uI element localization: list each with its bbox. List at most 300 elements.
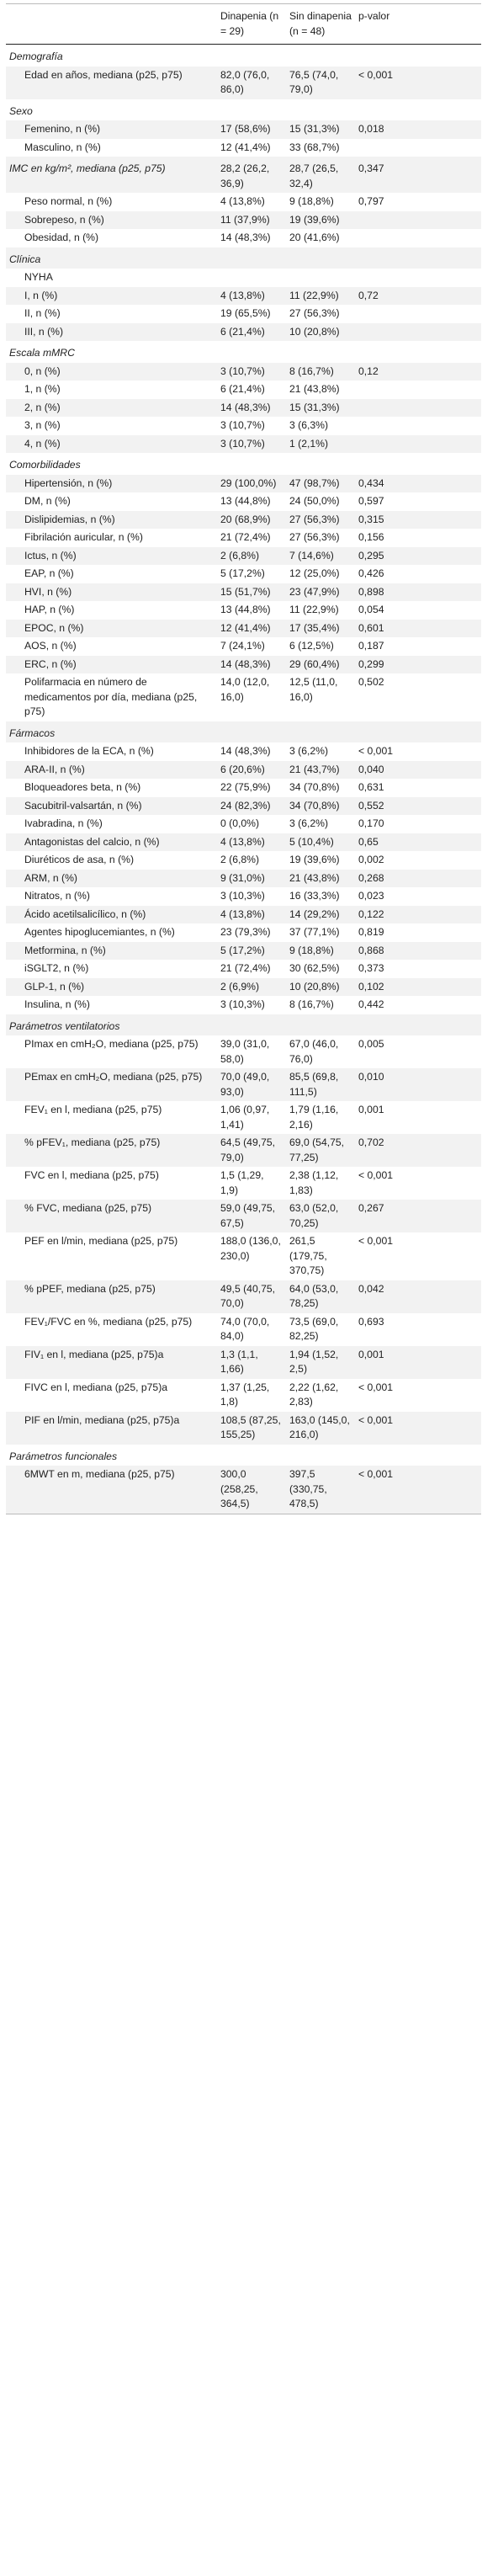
value-dinapenia: 24 (82,3%) [217, 797, 286, 816]
table-row [6, 1101, 481, 1134]
value-sin-dinapenia: 27 (56,3%) [286, 305, 355, 323]
table-row [6, 492, 481, 511]
value-sin-dinapenia: 1,79 (1,16, 2,16) [286, 1101, 355, 1134]
value-sin-dinapenia: 15 (31,3%) [286, 399, 355, 418]
section-label: Parámetros funcionales [6, 1445, 217, 1466]
row-label: 4, n (%) [6, 435, 217, 454]
value-dinapenia: 12 (41,4%) [217, 139, 286, 157]
table-row [6, 305, 481, 323]
value-dinapenia: 300,0 (258,25, 364,5) [217, 1466, 286, 1514]
value-dinapenia: 12 (41,4%) [217, 620, 286, 638]
table-row [6, 815, 481, 833]
value-sin-dinapenia: 37 (77,1%) [286, 923, 355, 942]
row-label: 1, n (%) [6, 381, 217, 399]
p-value [355, 247, 481, 269]
table-body [6, 45, 481, 1514]
value-sin-dinapenia: 163,0 (145,0, 216,0) [286, 1412, 355, 1445]
value-dinapenia: 1,06 (0,97, 1,41) [217, 1101, 286, 1134]
p-value: 0,040 [355, 761, 481, 780]
value-sin-dinapenia: 27 (56,3%) [286, 529, 355, 547]
row-label: EPOC, n (%) [6, 620, 217, 638]
value-sin-dinapenia: 27 (56,3%) [286, 511, 355, 530]
p-value: 0,702 [355, 1134, 481, 1167]
p-value [355, 211, 481, 230]
value-dinapenia: 74,0 (70,0, 84,0) [217, 1313, 286, 1346]
row-label-text: Inhibidores de la ECA, n (%) [24, 745, 154, 757]
value-dinapenia: 3 (10,3%) [217, 996, 286, 1014]
value-sin-dinapenia: 9 (18,8%) [286, 942, 355, 961]
value-sin-dinapenia [286, 45, 355, 67]
p-value [355, 417, 481, 435]
p-value [355, 229, 481, 247]
p-value: 0,299 [355, 656, 481, 674]
row-label: Dislipidemias, n (%) [6, 511, 217, 530]
table-row [6, 742, 481, 761]
p-value: 0,156 [355, 529, 481, 547]
table-row [6, 1232, 481, 1280]
p-value [355, 323, 481, 342]
row-label [6, 529, 217, 547]
row-label: Agentes hipoglucemiantes, n (%) [6, 923, 217, 942]
value-dinapenia: 14 (48,3%) [217, 656, 286, 674]
row-label-text: % pFEV₁, mediana (p25, p75) [24, 1136, 161, 1148]
table-row [6, 381, 481, 399]
value-dinapenia: 3 (10,7%) [217, 363, 286, 381]
row-label [6, 1346, 217, 1379]
value-sin-dinapenia: 261,5 (179,75, 370,75) [286, 1232, 355, 1280]
table-row [6, 923, 481, 942]
value-sin-dinapenia: 47 (98,7%) [286, 475, 355, 493]
row-label [6, 1379, 217, 1412]
table-row [6, 870, 481, 888]
value-dinapenia: 70,0 (49,0, 93,0) [217, 1068, 286, 1101]
value-sin-dinapenia [286, 1445, 355, 1466]
p-value: 0,601 [355, 620, 481, 638]
p-value: 0,170 [355, 815, 481, 833]
value-dinapenia: 5 (17,2%) [217, 942, 286, 961]
value-sin-dinapenia [286, 1014, 355, 1036]
p-value: 0,102 [355, 978, 481, 997]
table-row [6, 1412, 481, 1445]
row-label: ARA-II, n (%) [6, 761, 217, 780]
p-value: 0,65 [355, 833, 481, 852]
value-dinapenia: 13 (44,8%) [217, 601, 286, 620]
table-row [6, 1313, 481, 1346]
header-dinapenia: Dinapenia (n = 29) [217, 4, 286, 45]
row-label: ERC, n (%) [6, 656, 217, 674]
p-value [355, 1014, 481, 1036]
value-dinapenia: 64,5 (49,75, 79,0) [217, 1134, 286, 1167]
section-row [6, 247, 481, 269]
header-sin-dinapenia: Sin dinapenia (n = 48) [286, 4, 355, 45]
value-dinapenia: 108,5 (87,25, 155,25) [217, 1412, 286, 1445]
value-sin-dinapenia: 24 (50,0%) [286, 492, 355, 511]
table-row [6, 399, 481, 418]
section-row [6, 1014, 481, 1036]
value-sin-dinapenia: 10 (20,8%) [286, 323, 355, 342]
row-label-text: Fibrilación auricular, n (%) [24, 531, 143, 543]
value-sin-dinapenia: 2,22 (1,62, 2,83) [286, 1379, 355, 1412]
row-label-text: Sacubitril-valsartán, n (%) [24, 799, 142, 812]
value-sin-dinapenia: 1,94 (1,52, 2,5) [286, 1346, 355, 1379]
p-value: 0,295 [355, 547, 481, 566]
value-sin-dinapenia: 12,5 (11,0, 16,0) [286, 673, 355, 721]
table-row [6, 833, 481, 852]
row-label-text: FIVC en l, mediana (p25, p75)a [24, 1381, 168, 1393]
row-label: Insulina, n (%) [6, 996, 217, 1014]
p-value: < 0,001 [355, 742, 481, 761]
table-row [6, 996, 481, 1014]
row-label [6, 1167, 217, 1200]
section-row [6, 1445, 481, 1466]
value-dinapenia: 19 (65,5%) [217, 305, 286, 323]
row-label [6, 1200, 217, 1232]
value-sin-dinapenia: 21 (43,8%) [286, 870, 355, 888]
p-value [355, 435, 481, 454]
value-dinapenia: 5 (17,2%) [217, 565, 286, 583]
p-value: < 0,001 [355, 1466, 481, 1514]
value-sin-dinapenia: 11 (22,9%) [286, 287, 355, 306]
table-row [6, 906, 481, 924]
value-dinapenia: 6 (20,6%) [217, 761, 286, 780]
table-row [6, 269, 481, 287]
value-sin-dinapenia [286, 341, 355, 363]
table-row [6, 851, 481, 870]
value-dinapenia: 14 (48,3%) [217, 742, 286, 761]
value-dinapenia: 20 (68,9%) [217, 511, 286, 530]
table-row [6, 193, 481, 211]
value-sin-dinapenia: 63,0 (52,0, 70,25) [286, 1200, 355, 1232]
table-row [6, 323, 481, 342]
table-row [6, 287, 481, 306]
section-label: Escala mMRC [6, 341, 217, 363]
value-sin-dinapenia: 397,5 (330,75, 478,5) [286, 1466, 355, 1514]
row-label: 0, n (%) [6, 363, 217, 381]
p-value [355, 453, 481, 475]
value-sin-dinapenia: 19 (39,6%) [286, 211, 355, 230]
row-label: GLP-1, n (%) [6, 978, 217, 997]
row-label: Ivabradina, n (%) [6, 815, 217, 833]
table-row [6, 120, 481, 139]
table-row [6, 942, 481, 961]
value-sin-dinapenia: 3 (6,3%) [286, 417, 355, 435]
table-row [6, 1280, 481, 1313]
value-dinapenia: 4 (13,8%) [217, 287, 286, 306]
p-value [355, 99, 481, 121]
table-row [6, 363, 481, 381]
value-dinapenia: 2 (6,9%) [217, 978, 286, 997]
value-sin-dinapenia: 34 (70,8%) [286, 779, 355, 797]
value-sin-dinapenia: 7 (14,6%) [286, 547, 355, 566]
header-p-valor: p-valor [355, 4, 481, 45]
row-label-text: Antagonistas del calcio, n (%) [24, 835, 160, 848]
table-row [6, 1346, 481, 1379]
p-value [355, 399, 481, 418]
table-row [6, 1035, 481, 1068]
p-value: 0,001 [355, 1101, 481, 1134]
row-label-text: Edad en años, mediana (p25, p75) [24, 68, 183, 81]
value-sin-dinapenia: 67,0 (46,0, 76,0) [286, 1035, 355, 1068]
row-label: PImax en cmH₂O, mediana (p25, p75) [6, 1035, 217, 1068]
value-dinapenia [217, 721, 286, 743]
value-sin-dinapenia: 76,5 (74,0, 79,0) [286, 67, 355, 99]
row-label [6, 1412, 217, 1445]
row-label-text: 6MWT en m, mediana (p25, p75) [24, 1468, 175, 1480]
row-label: Ictus, n (%) [6, 547, 217, 566]
p-value: 0,005 [355, 1035, 481, 1068]
row-label-text: FIV₁ en l, mediana (p25, p75)a [24, 1348, 164, 1360]
p-value [355, 341, 481, 363]
p-value: 0,797 [355, 193, 481, 211]
value-sin-dinapenia: 8 (16,7%) [286, 363, 355, 381]
table-row [6, 779, 481, 797]
p-value: < 0,001 [355, 67, 481, 99]
value-dinapenia: 13 (44,8%) [217, 492, 286, 511]
row-label: EAP, n (%) [6, 565, 217, 583]
table-row [6, 637, 481, 656]
p-value: 0,010 [355, 1068, 481, 1101]
p-value: 0,597 [355, 492, 481, 511]
row-label: HVI, n (%) [6, 583, 217, 602]
table-row [6, 529, 481, 547]
row-label-text: PIF en l/min, mediana (p25, p75)a [24, 1413, 180, 1426]
p-value: 0,054 [355, 601, 481, 620]
value-dinapenia: 0 (0,0%) [217, 815, 286, 833]
table-row [6, 417, 481, 435]
table-row [6, 547, 481, 566]
value-dinapenia [217, 1445, 286, 1466]
row-label: Peso normal, n (%) [6, 193, 217, 211]
p-value: 0,898 [355, 583, 481, 602]
value-sin-dinapenia [286, 99, 355, 121]
p-value: 0,002 [355, 851, 481, 870]
value-sin-dinapenia: 2,38 (1,12, 1,83) [286, 1167, 355, 1200]
table-row [6, 67, 481, 99]
value-sin-dinapenia: 5 (10,4%) [286, 833, 355, 852]
row-label: NYHA [6, 269, 217, 287]
value-sin-dinapenia [286, 247, 355, 269]
section-row [6, 341, 481, 363]
p-value: 0,023 [355, 887, 481, 906]
p-value: 0,042 [355, 1280, 481, 1313]
row-label: I, n (%) [6, 287, 217, 306]
row-label: Sobrepeso, n (%) [6, 211, 217, 230]
p-value: < 0,001 [355, 1412, 481, 1445]
value-dinapenia: 1,5 (1,29, 1,9) [217, 1167, 286, 1200]
value-dinapenia: 7 (24,1%) [217, 637, 286, 656]
value-dinapenia [217, 341, 286, 363]
p-value: 0,552 [355, 797, 481, 816]
table-row [6, 1379, 481, 1412]
row-label [6, 906, 217, 924]
row-label-text: FVC en l, mediana (p25, p75) [24, 1169, 159, 1181]
row-label [6, 833, 217, 852]
value-dinapenia: 49,5 (40,75, 70,0) [217, 1280, 286, 1313]
row-label: II, n (%) [6, 305, 217, 323]
value-dinapenia: 3 (10,7%) [217, 435, 286, 454]
p-value: 0,426 [355, 565, 481, 583]
p-value: 0,693 [355, 1313, 481, 1346]
row-label: Nitratos, n (%) [6, 887, 217, 906]
value-sin-dinapenia: 21 (43,8%) [286, 381, 355, 399]
table-row [6, 511, 481, 530]
value-dinapenia: 28,2 (26,2, 36,9) [217, 157, 286, 193]
section-label: Comorbilidades [6, 453, 217, 475]
section-label: Sexo [6, 99, 217, 121]
row-label: PEmax en cmH₂O, mediana (p25, p75) [6, 1068, 217, 1101]
value-sin-dinapenia: 21 (43,7%) [286, 761, 355, 780]
value-dinapenia: 4 (13,8%) [217, 906, 286, 924]
row-label: 2, n (%) [6, 399, 217, 418]
value-dinapenia: 1,37 (1,25, 1,8) [217, 1379, 286, 1412]
p-value: < 0,001 [355, 1379, 481, 1412]
value-sin-dinapenia: 69,0 (54,75, 77,25) [286, 1134, 355, 1167]
table-row [6, 1068, 481, 1101]
value-dinapenia: 14 (48,3%) [217, 399, 286, 418]
value-sin-dinapenia: 20 (41,6%) [286, 229, 355, 247]
p-value: 0,373 [355, 960, 481, 978]
value-dinapenia: 21 (72,4%) [217, 529, 286, 547]
value-sin-dinapenia: 29 (60,4%) [286, 656, 355, 674]
table-row [6, 565, 481, 583]
value-dinapenia: 11 (37,9%) [217, 211, 286, 230]
value-dinapenia: 21 (72,4%) [217, 960, 286, 978]
row-label: Diuréticos de asa, n (%) [6, 851, 217, 870]
p-value [355, 381, 481, 399]
row-label: DM, n (%) [6, 492, 217, 511]
row-label: Metformina, n (%) [6, 942, 217, 961]
row-label-text: % pPEF, mediana (p25, p75) [24, 1282, 156, 1295]
p-value: 0,187 [355, 637, 481, 656]
row-label [6, 1101, 217, 1134]
table-row [6, 978, 481, 997]
p-value [355, 305, 481, 323]
value-dinapenia: 14 (48,3%) [217, 229, 286, 247]
value-sin-dinapenia: 3 (6,2%) [286, 742, 355, 761]
results-table [6, 3, 481, 1514]
p-value: 0,315 [355, 511, 481, 530]
value-sin-dinapenia: 23 (47,9%) [286, 583, 355, 602]
section-label: Clínica [6, 247, 217, 269]
p-value: 0,268 [355, 870, 481, 888]
value-sin-dinapenia: 8 (16,7%) [286, 996, 355, 1014]
value-sin-dinapenia: 6 (12,5%) [286, 637, 355, 656]
value-dinapenia: 29 (100,0%) [217, 475, 286, 493]
section-row [6, 45, 481, 67]
p-value: 0,122 [355, 906, 481, 924]
row-label: III, n (%) [6, 323, 217, 342]
row-label-text: Ácido acetilsalicílico, n (%) [24, 907, 146, 920]
p-value: 0,819 [355, 923, 481, 942]
table-header-row [6, 4, 481, 45]
value-dinapenia: 22 (75,9%) [217, 779, 286, 797]
value-sin-dinapenia [286, 269, 355, 287]
value-sin-dinapenia: 73,5 (69,0, 82,25) [286, 1313, 355, 1346]
row-label-text: FEV₁/FVC en %, mediana (p25, p75) [24, 1315, 193, 1328]
value-sin-dinapenia: 85,5 (69,8, 111,5) [286, 1068, 355, 1101]
row-label [6, 1134, 217, 1167]
value-sin-dinapenia: 33 (68,7%) [286, 139, 355, 157]
p-value [355, 721, 481, 743]
value-sin-dinapenia: 9 (18,8%) [286, 193, 355, 211]
value-sin-dinapenia: 15 (31,3%) [286, 120, 355, 139]
value-sin-dinapenia: 17 (35,4%) [286, 620, 355, 638]
p-value [355, 1445, 481, 1466]
section-row [6, 721, 481, 743]
row-label [6, 1313, 217, 1346]
table-row [6, 229, 481, 247]
table-row [6, 211, 481, 230]
p-value: 0,001 [355, 1346, 481, 1379]
p-value: 0,434 [355, 475, 481, 493]
p-value [355, 139, 481, 157]
value-sin-dinapenia [286, 453, 355, 475]
row-label: Bloqueadores beta, n (%) [6, 779, 217, 797]
value-dinapenia [217, 453, 286, 475]
section-label: Parámetros ventilatorios [6, 1014, 217, 1036]
row-label [6, 1232, 217, 1280]
value-sin-dinapenia: 16 (33,3%) [286, 887, 355, 906]
row-label [6, 1280, 217, 1313]
value-sin-dinapenia: 64,0 (53,0, 78,25) [286, 1280, 355, 1313]
row-label: AOS, n (%) [6, 637, 217, 656]
value-sin-dinapenia [286, 721, 355, 743]
value-sin-dinapenia: 11 (22,9%) [286, 601, 355, 620]
table-row [6, 960, 481, 978]
value-sin-dinapenia: 28,7 (26,5, 32,4) [286, 157, 355, 193]
row-label [6, 742, 217, 761]
value-dinapenia [217, 1014, 286, 1036]
value-dinapenia: 15 (51,7%) [217, 583, 286, 602]
p-value [355, 269, 481, 287]
table-row [6, 797, 481, 816]
table-row [6, 475, 481, 493]
row-label-text: FEV₁ en l, mediana (p25, p75) [24, 1104, 162, 1115]
table-row [6, 139, 481, 157]
p-value: 0,72 [355, 287, 481, 306]
value-dinapenia: 59,0 (49,75, 67,5) [217, 1200, 286, 1232]
section-label: IMC en kg/m², mediana (p25, p75) [6, 157, 217, 193]
row-label-text: PEF en l/min, mediana (p25, p75) [24, 1235, 178, 1247]
p-value: 0,631 [355, 779, 481, 797]
p-value [355, 45, 481, 67]
value-dinapenia: 39,0 (31,0, 58,0) [217, 1035, 286, 1068]
value-sin-dinapenia: 19 (39,6%) [286, 851, 355, 870]
p-value: 0,12 [355, 363, 481, 381]
value-dinapenia: 188,0 (136,0, 230,0) [217, 1232, 286, 1280]
value-sin-dinapenia: 1 (2,1%) [286, 435, 355, 454]
table-row [6, 583, 481, 602]
value-dinapenia: 3 (10,7%) [217, 417, 286, 435]
p-value: 0,868 [355, 942, 481, 961]
value-dinapenia: 82,0 (76,0, 86,0) [217, 67, 286, 99]
section-row [6, 157, 481, 193]
p-value: 0,442 [355, 996, 481, 1014]
row-label [6, 797, 217, 816]
row-label [6, 67, 217, 99]
value-dinapenia: 4 (13,8%) [217, 193, 286, 211]
value-dinapenia: 17 (58,6%) [217, 120, 286, 139]
value-dinapenia: 4 (13,8%) [217, 833, 286, 852]
value-dinapenia: 3 (10,3%) [217, 887, 286, 906]
row-label: iSGLT2, n (%) [6, 960, 217, 978]
value-sin-dinapenia: 14 (29,2%) [286, 906, 355, 924]
row-label: Polifarmacia en número de medicamentos por día, mediana (p25, p75) [6, 673, 217, 721]
p-value: 0,347 [355, 157, 481, 193]
row-label: Obesidad, n (%) [6, 229, 217, 247]
table-row [6, 1466, 481, 1514]
table-row [6, 761, 481, 780]
